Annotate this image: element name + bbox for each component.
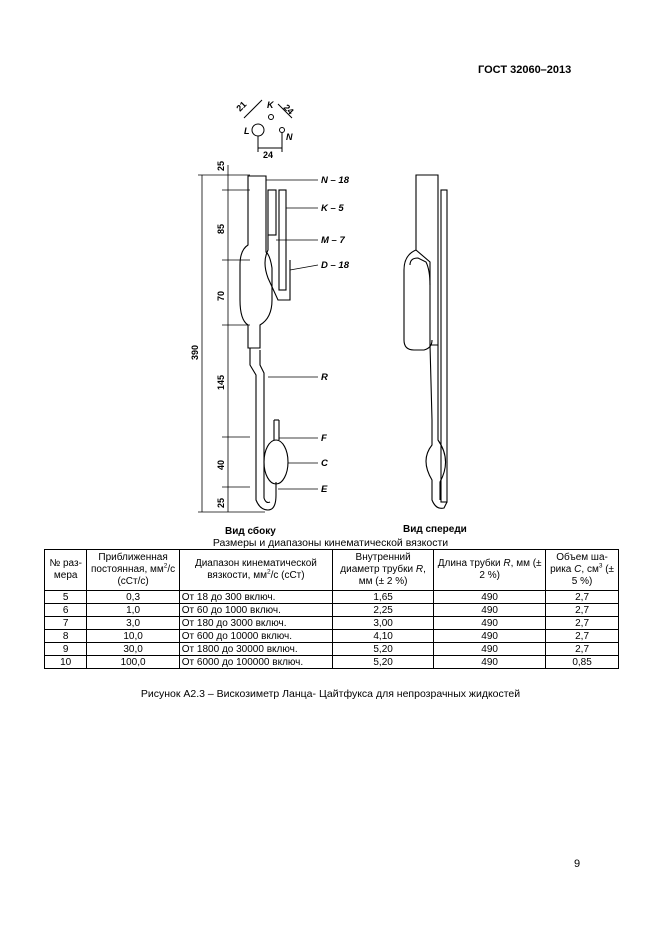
cell-length: 490	[434, 604, 546, 617]
front-view	[404, 175, 447, 508]
cell-length: 490	[434, 656, 546, 669]
dim-24-label: 24	[263, 150, 274, 160]
cell-range: От 1800 до 30000 включ.	[179, 643, 332, 656]
label-l: L	[244, 126, 250, 136]
dim-390: 390	[190, 344, 200, 360]
cell-range: От 18 до 300 включ.	[179, 591, 332, 604]
cell-constant: 30,0	[87, 643, 179, 656]
callout-d18: D – 18	[321, 260, 349, 271]
cell-size: 7	[45, 617, 87, 630]
cell-length: 490	[434, 630, 546, 643]
dim-24-diag-label: 24	[281, 102, 296, 117]
dim-145: 145	[216, 374, 226, 390]
cell-volume: 2,7	[546, 617, 619, 630]
callout-c: C	[321, 458, 328, 469]
cell-constant: 1,0	[87, 604, 179, 617]
callout-n18: N – 18	[321, 175, 349, 186]
dim-70: 70	[216, 290, 226, 301]
dim-85: 85	[216, 223, 226, 234]
cell-volume: 2,7	[546, 630, 619, 643]
dim-21-label: 21	[234, 99, 249, 114]
cell-size: 6	[45, 604, 87, 617]
cell-range: От 6000 до 100000 включ.	[179, 656, 332, 669]
header-inner-diameter: Внутренний диаметр трубки R, мм (± 2 %)	[333, 550, 434, 591]
table-row	[45, 630, 619, 643]
cell-length: 490	[434, 617, 546, 630]
cell-volume: 2,7	[546, 591, 619, 604]
dimensions-table	[44, 549, 619, 669]
header-size-no: № раз- мера	[45, 550, 87, 591]
cell-length: 490	[434, 591, 546, 604]
table-row	[45, 604, 619, 617]
side-view-label: Вид сбоку	[225, 526, 276, 537]
cell-size: 5	[45, 591, 87, 604]
header-bulb-volume: Объем ша- рика С, $см^3$ (± 5 %)	[546, 550, 619, 591]
cell-diameter: 3,00	[333, 617, 434, 630]
cell-range: От 60 до 1000 включ.	[179, 604, 332, 617]
label-n: N	[286, 132, 293, 142]
page-number: 9	[574, 858, 581, 870]
table-row	[45, 617, 619, 630]
cell-diameter: 1,65	[333, 591, 434, 604]
cell-constant: 10,0	[87, 630, 179, 643]
callout-k5: K – 5	[321, 203, 344, 214]
cell-diameter: 4,10	[333, 630, 434, 643]
cell-volume: 2,7	[546, 643, 619, 656]
table-header-row	[45, 550, 619, 591]
dim-40: 40	[216, 459, 226, 470]
figure-title: Рисунок А2.3 – Вискозиметр Ланца- Цайтфукса для непрозрачных жидкостей	[140, 688, 521, 700]
cell-diameter: 5,20	[333, 643, 434, 656]
callout-m7: M – 7	[321, 235, 345, 246]
cell-size: 10	[45, 656, 87, 669]
tube-l-circle	[252, 124, 264, 136]
table-row	[45, 656, 619, 669]
callout-e: E	[321, 484, 328, 495]
front-view-label: Вид спереди	[403, 524, 467, 535]
dim-25-bottom: 25	[216, 497, 226, 508]
cell-size: 9	[45, 643, 87, 656]
header-tube-length: Длина трубки R, мм (± 2 %)	[434, 550, 546, 591]
tube-k-circle	[269, 115, 274, 120]
cell-size: 8	[45, 630, 87, 643]
side-view	[240, 176, 290, 510]
cell-diameter: 2,25	[333, 604, 434, 617]
cell-volume: 0,85	[546, 656, 619, 669]
cell-range: От 600 до 10000 включ.	[179, 630, 332, 643]
callout-r: R	[321, 372, 328, 383]
cell-constant: 100,0	[87, 656, 179, 669]
cell-volume: 2,7	[546, 604, 619, 617]
table-row	[45, 643, 619, 656]
header-constant: Приближенная постоянная, $мм^2/с$ (сСт/с)	[87, 550, 179, 591]
tube-n-circle	[280, 128, 285, 133]
table-row	[45, 591, 619, 604]
header-viscosity-range: Диапазон кинематической вязкости, $мм^2/с$ (сСт)	[179, 550, 332, 591]
cell-diameter: 5,20	[333, 656, 434, 669]
cell-constant: 0,3	[87, 591, 179, 604]
dim-25-top: 25	[216, 160, 226, 171]
cell-length: 490	[434, 643, 546, 656]
callout-f: F	[321, 433, 327, 444]
standard-header: ГОСТ 32060–2013	[478, 64, 572, 76]
cell-constant: 3,0	[87, 617, 179, 630]
table-caption: Размеры и диапазоны кинематической вязкости	[212, 537, 449, 549]
cell-range: От 180 до 3000 включ.	[179, 617, 332, 630]
label-k: K	[267, 100, 274, 110]
